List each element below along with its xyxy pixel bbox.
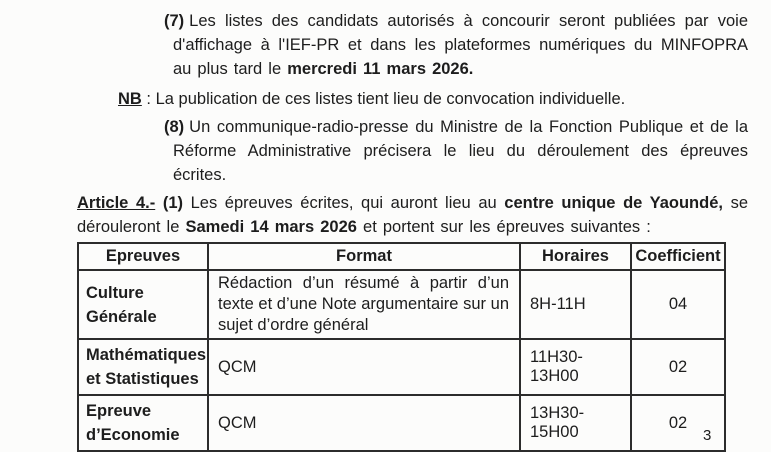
page-number: 3 — [703, 427, 712, 444]
exam-schedule-table — [77, 242, 726, 452]
cell-epreuve: Mathématiques et Statistiques — [78, 339, 208, 395]
paragraph-7-number: (7) — [164, 12, 185, 30]
table-header-row — [78, 243, 725, 270]
cell-format: Rédaction d’un résumé à partir d’un texte et d’une Note argumentaire sur un sujet d’ordre général — [208, 270, 520, 339]
paragraph-8-number: (8) — [164, 118, 185, 136]
table-row — [78, 395, 725, 451]
article-4-paragraph — [77, 191, 748, 239]
cell-horaires: 11H30-13H00 — [520, 339, 631, 395]
cell-coefficient: 04 — [631, 270, 725, 339]
table-row — [78, 270, 725, 339]
cell-epreuve: Culture Générale — [78, 270, 208, 339]
header-horaires: Horaires — [520, 243, 631, 270]
paragraph-8 — [77, 115, 748, 187]
cell-horaires: 8H-11H — [520, 270, 631, 339]
header-format: Format — [208, 243, 520, 270]
article-4-text-3: et portent sur les épreuves suivantes : — [356, 218, 651, 236]
header-epreuves: Epreuves — [78, 243, 208, 270]
article-4-label: Article 4.- — [77, 194, 156, 212]
cell-format: QCM — [208, 339, 520, 395]
nb-text: : La publication de ces listes tient lieu de convocation individuelle. — [141, 90, 626, 108]
article-4-text-1: Les épreuves écrites, qui auront lieu au — [183, 194, 505, 212]
paragraph-7-date-bold: mercredi 11 mars 2026. — [287, 60, 474, 78]
nb-label: NB — [118, 90, 142, 108]
cell-coefficient: 02 — [631, 395, 725, 451]
nb-note — [118, 87, 748, 111]
header-coefficient: Coefficient — [631, 243, 725, 270]
table-row — [78, 339, 725, 395]
cell-coefficient: 02 — [631, 339, 725, 395]
paragraph-8-text: Un communique-radio-presse du Ministre de la Fonction Publique et de la Réforme Administrative précisera le lieu du déroulement des épreuves écrites. — [173, 118, 748, 184]
article-4-bold-date: Samedi 14 mars 2026 — [185, 218, 357, 236]
paragraph-7 — [77, 9, 748, 81]
article-4-text-2: se dérouleront le — [77, 194, 749, 236]
article-4-bold-center: centre unique de Yaoundé, — [504, 194, 723, 212]
cell-horaires: 13H30-15H00 — [520, 395, 631, 451]
article-4-number: (1) — [162, 194, 183, 212]
cell-epreuve: Epreuve d’Economie — [78, 395, 208, 451]
cell-format: QCM — [208, 395, 520, 451]
paragraph-7-text: Les listes des candidats autorisés à concourir seront publiées par voie d'affichage à l'IEF-PR et dans les plateformes numériques du MINFOPRA au plus tard le — [173, 12, 748, 78]
